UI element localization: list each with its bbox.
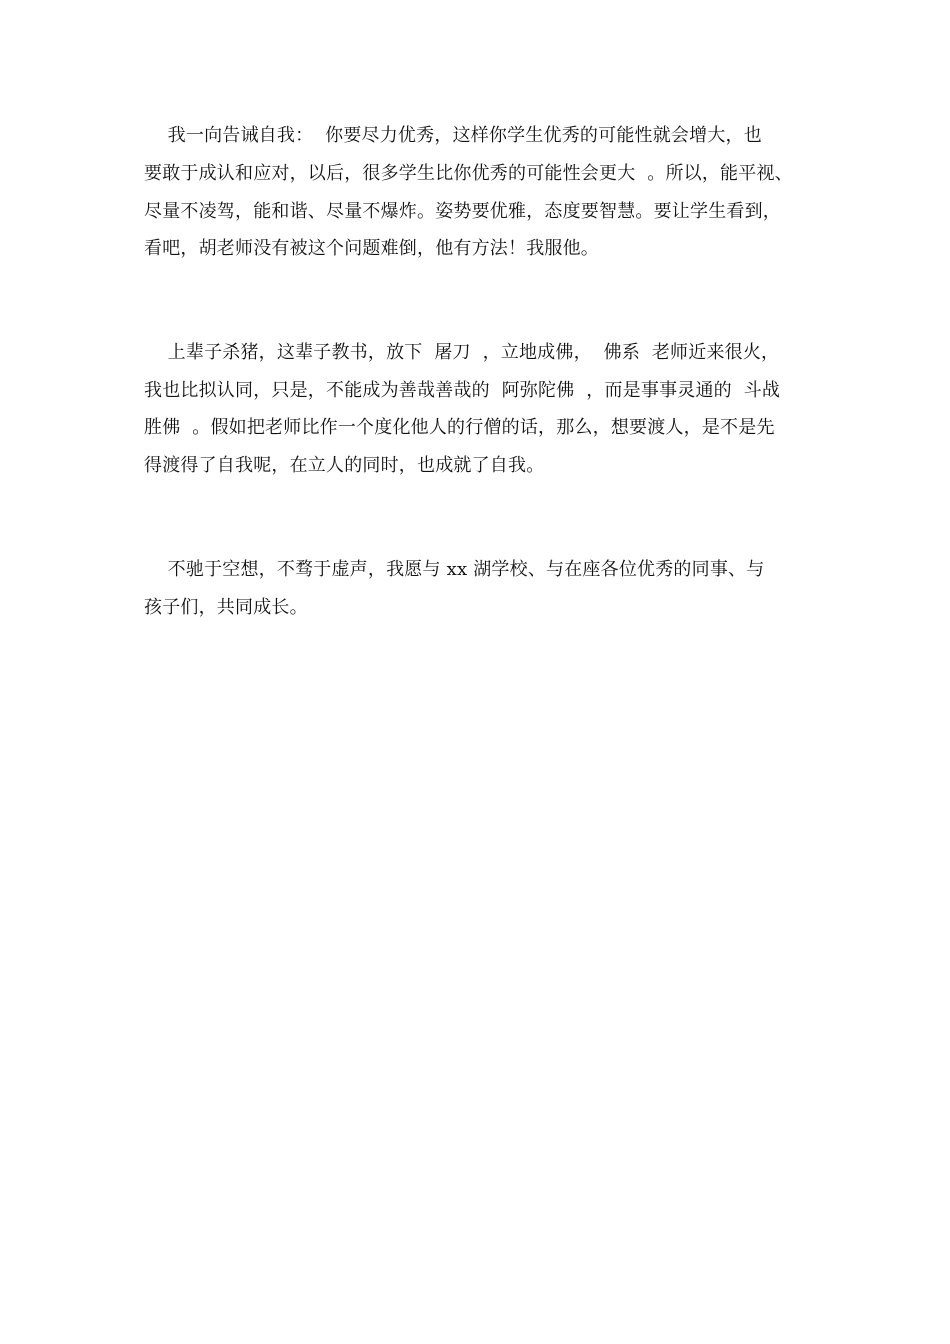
paragraph-2-line-2: 我也比拟认同，只是，不能成为善哉善哉的 阿弥陀佛 ，而是事事灵通的 斗战 [144, 380, 781, 401]
paragraph-1-line-4: 看吧，胡老师没有被这个问题难倒，他有方法！我服他。 [144, 238, 599, 259]
paragraph-3-line-1: 不驰于空想，不骛于虚声，我愿与 xx 湖学校、与在座各位优秀的同事、与 [144, 559, 765, 580]
paragraph-1-line-2: 要敢于成认和应对，以后，很多学生比你优秀的可能性会更大 。所以，能平视、 [144, 163, 793, 184]
paragraph-2-line-1: 上辈子杀猪，这辈子教书，放下 屠刀 ，立地成佛， 佛系 老师近来很火， [144, 342, 780, 363]
paragraph-3-line-2: 孩子们，共同成长。 [144, 597, 308, 618]
paragraph-2-line-3: 胜佛 。假如把老师比作一个度化他人的行僧的话，那么，想要渡人，是不是先 [144, 417, 775, 438]
paragraph-1-line-1: 我一向告诫自我： 你要尽力优秀，这样你学生优秀的可能性就会增大，也 [144, 125, 762, 146]
paragraph-1-line-3: 尽量不凌驾，能和谐、尽量不爆炸。姿势要优雅，态度要智慧。要让学生看到， [144, 201, 781, 222]
paragraph-2-line-4: 得渡得了自我呢，在立人的同时，也成就了自我。 [144, 455, 545, 476]
